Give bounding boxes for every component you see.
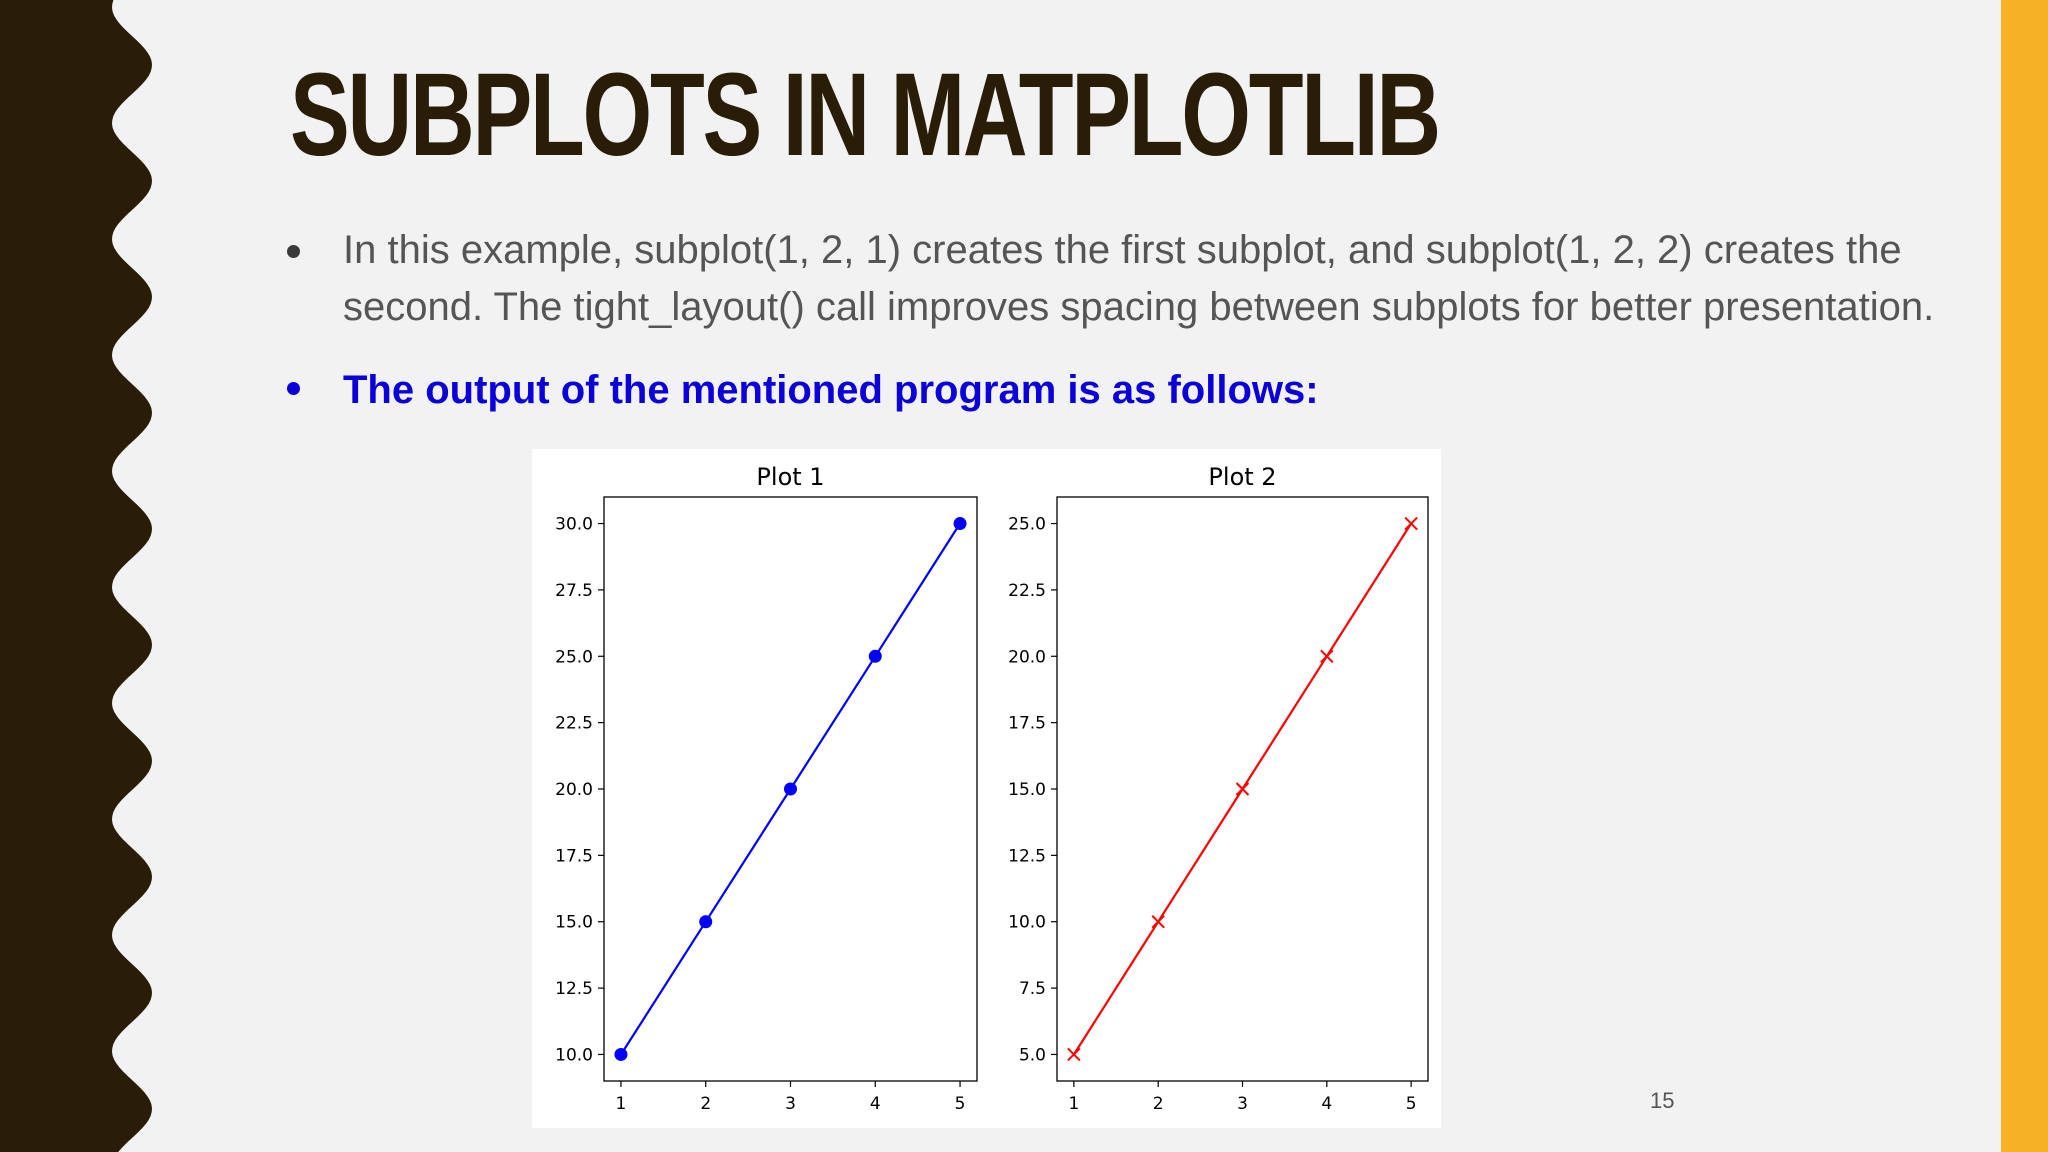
x-tick-label: 4 <box>869 1094 881 1114</box>
bullet-text: In this example, subplot(1, 2, 1) creates the first subplot, and subplot(1, 2, 2) creates the second. The tight_layout() call improves spacing between subplots for better presentation. <box>343 228 1935 329</box>
x-tick-label: 5 <box>954 1094 966 1114</box>
y-tick-label: 22.5 <box>555 713 593 734</box>
bullet-dot <box>287 382 300 395</box>
y-tick-label: 30.0 <box>555 514 593 535</box>
y-tick-label: 25.0 <box>555 647 593 668</box>
subplot-2 <box>1008 463 1428 1114</box>
y-tick-label: 17.5 <box>555 846 593 867</box>
page-number: 15 <box>1650 1088 1675 1113</box>
y-tick-label: 17.5 <box>1008 713 1046 734</box>
data-point <box>1068 1048 1080 1060</box>
x-tick-label: 1 <box>1068 1094 1080 1114</box>
y-tick-label: 15.0 <box>1008 780 1046 800</box>
x-tick-label: 2 <box>1152 1094 1164 1114</box>
right-accent-bar <box>2001 0 2048 1152</box>
y-tick-label: 7.5 <box>1018 979 1046 1000</box>
data-point <box>1237 783 1249 795</box>
x-tick-label: 2 <box>700 1094 712 1114</box>
y-tick-label: 15.0 <box>555 912 593 933</box>
x-tick-label: 5 <box>1405 1094 1417 1114</box>
matplotlib-figure <box>532 449 1441 1128</box>
x-tick-label: 3 <box>1237 1094 1248 1114</box>
y-tick-label: 10.0 <box>555 1045 593 1066</box>
y-tick-label: 20.0 <box>1008 647 1046 668</box>
subplot-title: Plot 1 <box>756 463 825 491</box>
y-tick-label: 12.5 <box>1008 846 1046 867</box>
y-tick-label: 20.0 <box>555 780 593 800</box>
data-point <box>869 650 882 663</box>
data-point <box>699 915 712 928</box>
y-tick-label: 12.5 <box>555 979 593 1000</box>
x-tick-label: 4 <box>1321 1094 1333 1114</box>
data-point <box>1405 518 1417 530</box>
y-tick-label: 22.5 <box>1008 580 1046 601</box>
y-tick-label: 25.0 <box>1008 514 1046 535</box>
figure-canvas <box>532 449 1441 1128</box>
x-tick-label: 1 <box>615 1094 627 1114</box>
y-tick-label: 10.0 <box>1008 912 1046 933</box>
left-wave-decoration <box>0 0 160 1152</box>
x-tick-label: 3 <box>785 1094 796 1114</box>
y-tick-label: 27.5 <box>555 580 593 601</box>
subplot-1 <box>555 463 977 1114</box>
bullet-text-highlight: The output of the mentioned program is as follows: <box>343 368 1319 412</box>
data-point <box>614 1048 627 1061</box>
y-tick-label: 5.0 <box>1018 1045 1046 1066</box>
data-point <box>784 783 797 796</box>
data-point <box>954 517 967 530</box>
data-point <box>1321 650 1333 662</box>
data-point <box>1152 916 1164 928</box>
subplot-title: Plot 2 <box>1208 463 1277 491</box>
bullet-dot <box>287 245 300 258</box>
slide-title: SUBPLOTS IN MATPLOTLIB <box>290 49 1439 181</box>
